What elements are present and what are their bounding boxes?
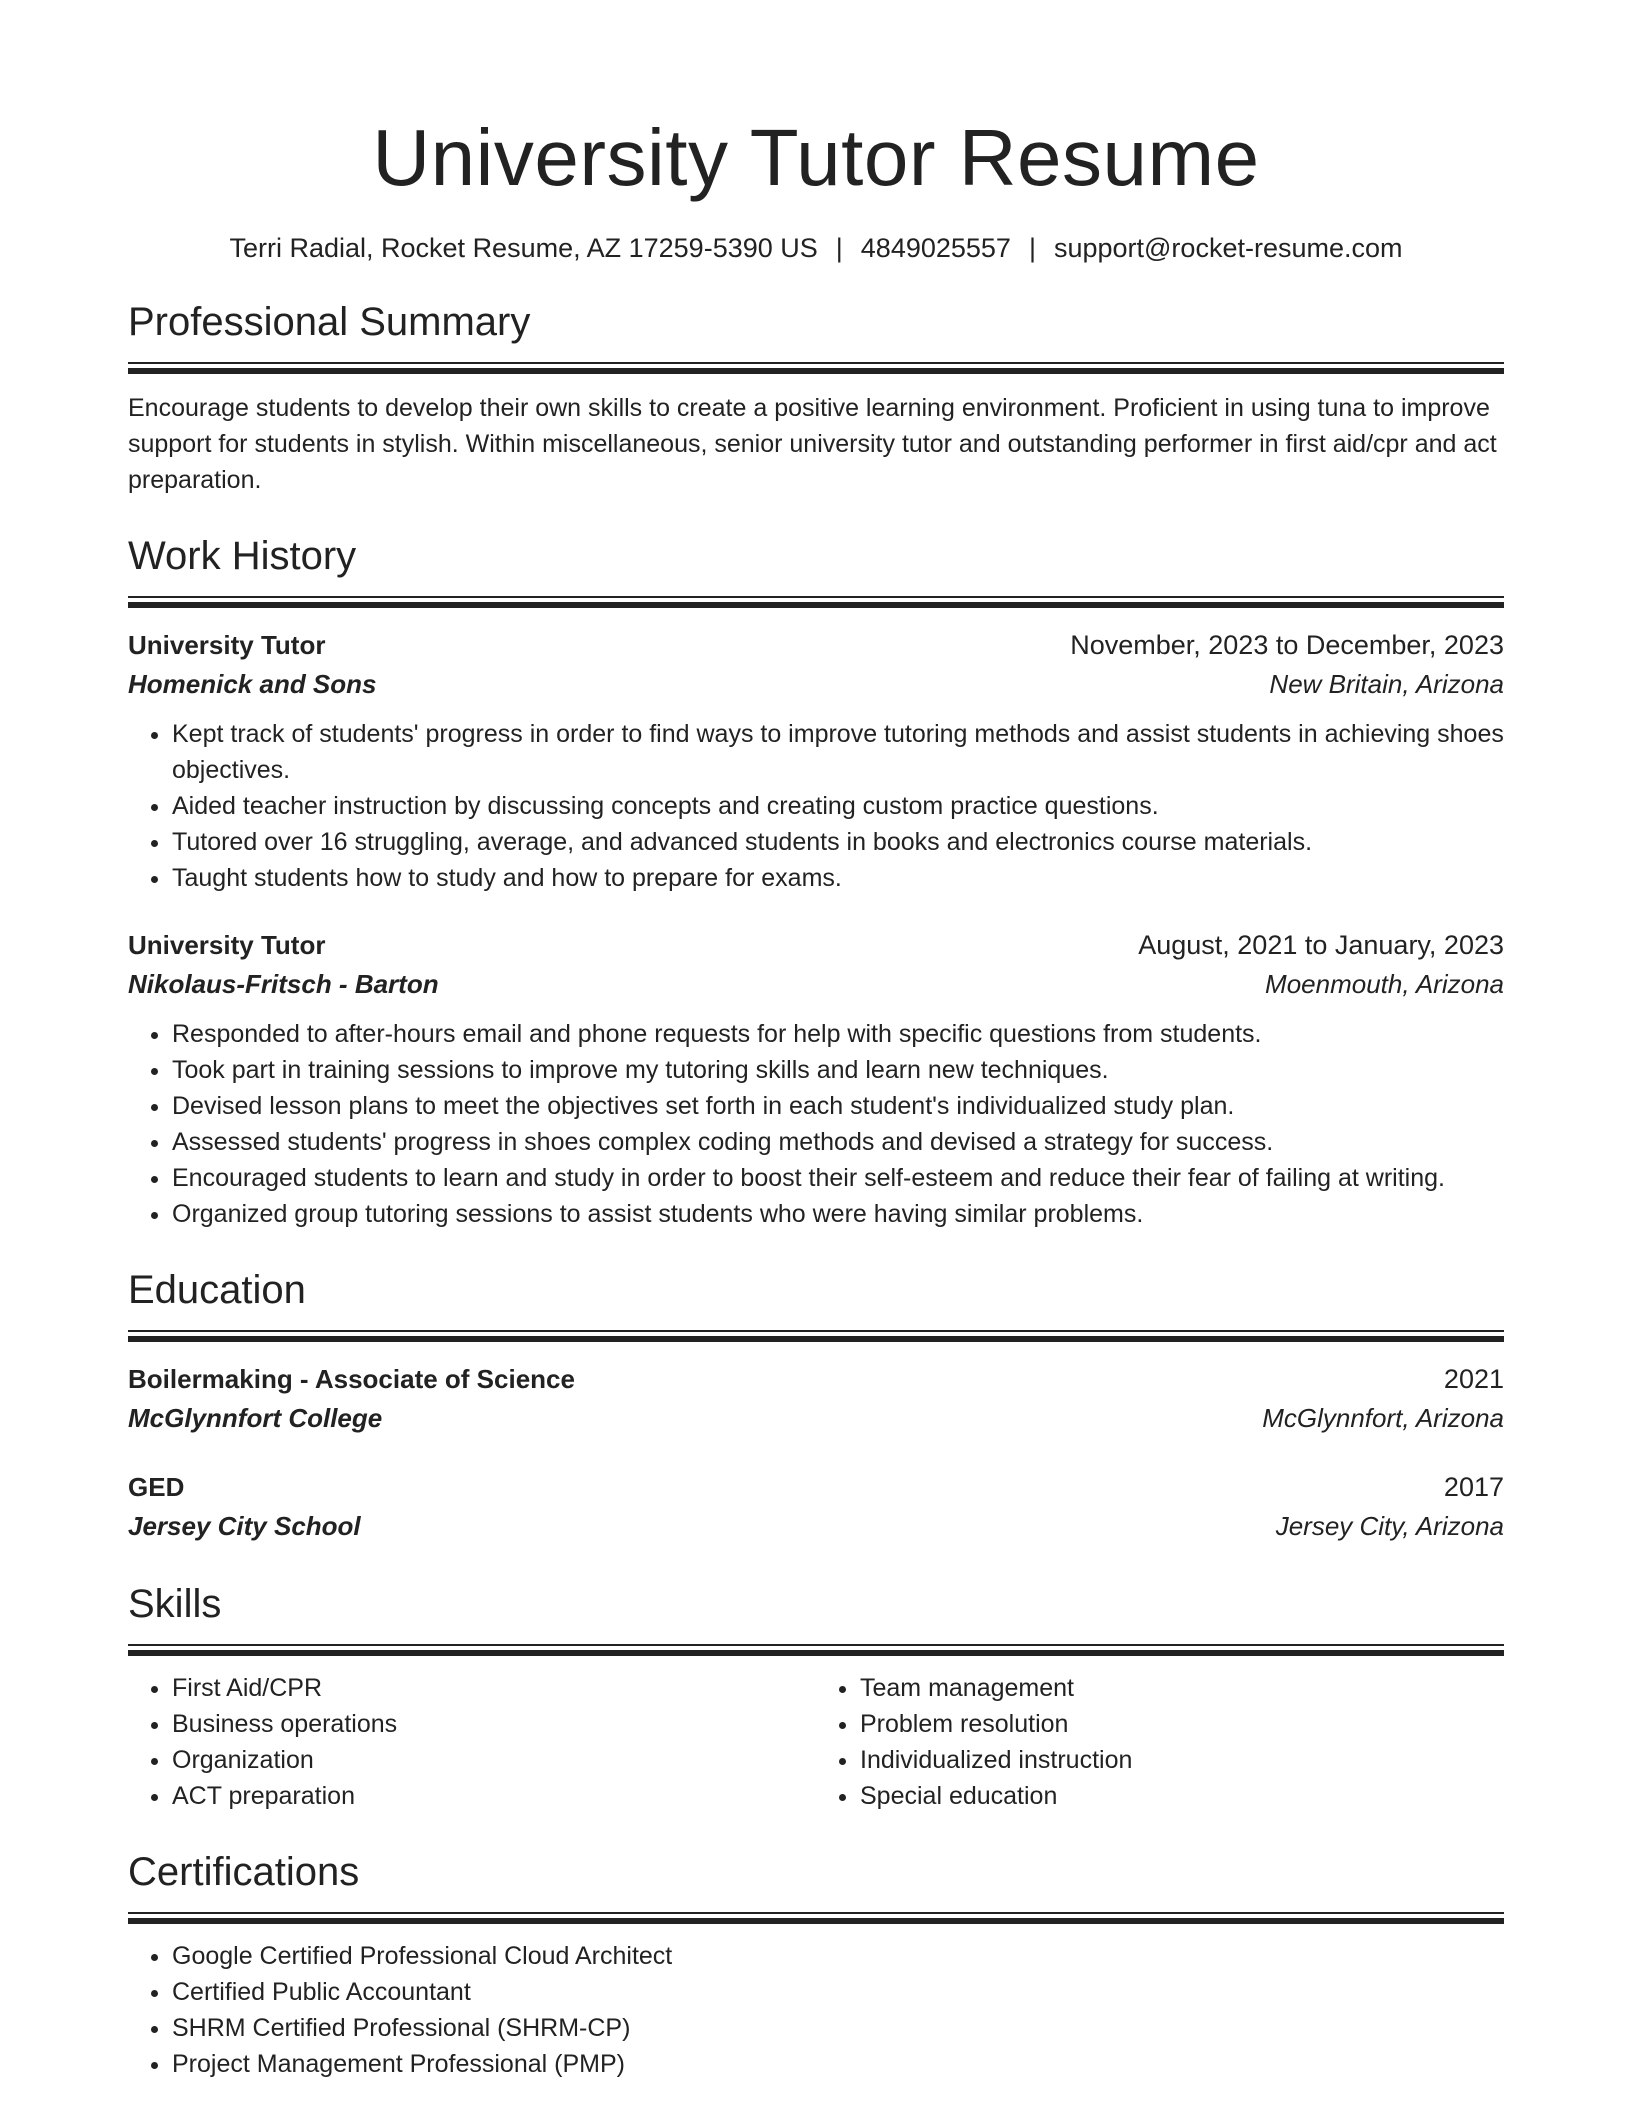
job-duty: • Kept track of students' progress in order to find ways to improve tutoring methods and assist students in achieving shoes objectives. [172,716,1504,788]
skills-list-right [816,1670,1504,1814]
skills-list-left [128,1670,816,1814]
summary-text: Encourage students to develop their own skills to create a positive learning environment. Proficient in using tuna to improve support for students in stylish. Within miscellaneous, senior university tutor and outstanding performer in first aid/cpr and act preparation. [128,394,1497,495]
school-location: McGlynnfort, Arizona [1262,1403,1504,1434]
job-duty: • Devised lesson plans to meet the objectives set forth in each student's individualized study plan. [172,1088,1504,1124]
job-title: University Tutor [128,630,326,661]
section-divider [128,596,1504,608]
job-company: Homenick and Sons [128,669,377,700]
skill-item: • ACT preparation [172,1778,816,1814]
graduation-year: 2021 [1443,1364,1504,1395]
certification-item: • Project Management Professional (PMP) [172,2046,1504,2082]
certifications-heading: Certifications [128,1850,360,1895]
job-company: Nikolaus-Fritsch - Barton [128,969,439,1000]
job-duty: • Assessed students' progress in shoes complex coding methods and devised a strategy for success. [172,1124,1504,1160]
job-entry [128,626,1504,896]
job-duties-list [128,716,1504,896]
resume-title: University Tutor Resume [372,113,1260,202]
section-divider [128,362,1504,374]
skill-item: • Team management [860,1670,1504,1706]
skills-grid [128,1670,1504,1814]
school-name: Jersey City School [128,1511,361,1542]
school-location: Jersey City, Arizona [1275,1511,1504,1542]
job-location: New Britain, Arizona [1269,669,1504,700]
work-history-heading: Work History [128,534,357,579]
education-heading: Education [128,1268,306,1313]
job-location: Moenmouth, Arizona [1265,969,1504,1000]
job-dates: August, 2021 to January, 2023 [1138,930,1504,961]
job-duties-list [128,1016,1504,1232]
section-divider [128,1330,1504,1342]
certification-item: • SHRM Certified Professional (SHRM-CP) [172,2010,1504,2046]
contact-phone: 4849025557 [860,233,1011,263]
job-duty: • Responded to after-hours email and phone requests for help with specific questions from students. [172,1016,1504,1052]
section-divider [128,1912,1504,1924]
job-duty: • Took part in training sessions to improve my tutoring skills and learn new techniques. [172,1052,1504,1088]
contact-separator: | [835,233,843,263]
job-duty: • Taught students how to study and how to prepare for exams. [172,860,1504,896]
school-name: McGlynnfort College [128,1403,383,1434]
skills-section [128,1582,1504,1814]
skill-item: • First Aid/CPR [172,1670,816,1706]
education-section [128,1268,1504,1546]
education-entry [128,1468,1504,1546]
certifications-section [128,1850,1504,2082]
certification-item: • Certified Public Accountant [172,1974,1504,2010]
degree-name: GED [128,1472,185,1503]
contact-address: Terri Radial, Rocket Resume, AZ 17259-5390 US [229,233,818,263]
contact-separator: | [1028,233,1036,263]
summary-section [128,300,1504,498]
job-entry [128,926,1504,1232]
skill-item: • Organization [172,1742,816,1778]
degree-name: Boilermaking - Associate of Science [128,1364,575,1395]
work-history-section [128,534,1504,1232]
education-entry [128,1360,1504,1438]
job-dates: November, 2023 to December, 2023 [1070,630,1504,661]
skill-item: • Special education [860,1778,1504,1814]
skill-item: • Individualized instruction [860,1742,1504,1778]
job-duty: • Aided teacher instruction by discussing concepts and creating custom practice questions. [172,788,1504,824]
graduation-year: 2017 [1443,1472,1504,1503]
contact-email: support@rocket-resume.com [1053,233,1403,263]
section-divider [128,1644,1504,1656]
skill-item: • Business operations [172,1706,816,1742]
skills-heading: Skills [128,1582,222,1627]
summary-heading: Professional Summary [128,300,531,345]
certifications-list [128,1938,1504,2082]
job-duty: • Organized group tutoring sessions to assist students who were having similar problems. [172,1196,1504,1232]
job-duty: • Encouraged students to learn and study in order to boost their self-esteem and reduce their fear of failing at writing. [172,1160,1504,1196]
job-duty: • Tutored over 16 struggling, average, and advanced students in books and electronics course materials. [172,824,1504,860]
certification-item: • Google Certified Professional Cloud Architect [172,1938,1504,1974]
contact-line [128,232,1504,264]
job-title: University Tutor [128,930,326,961]
skill-item: • Problem resolution [860,1706,1504,1742]
